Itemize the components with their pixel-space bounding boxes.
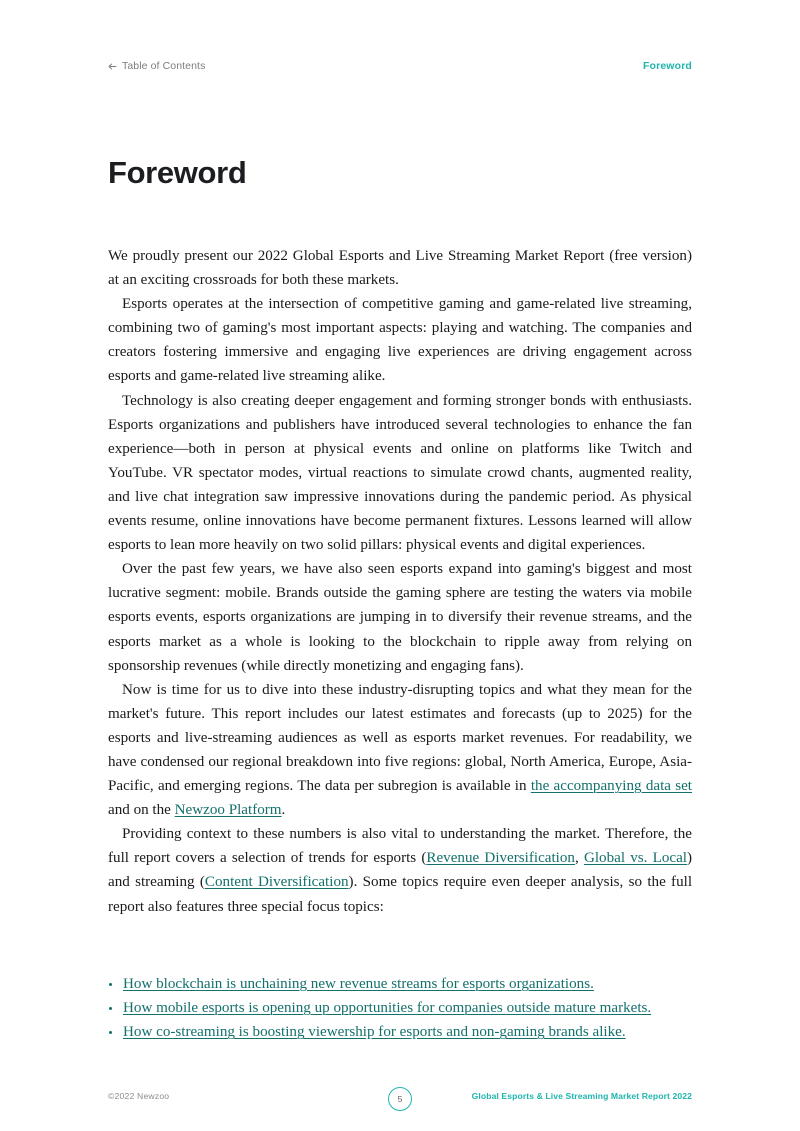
paragraph-3: Technology is also creating deeper engagement and forming stronger bonds with enthusiasts. Esports organizations and publishers have introduced several technologies to enhance the fan experience—both in person at physical events and online on platforms like Twitch and YouTube. VR spectator modes, virtual reactions to simulate crowd chants, augmented reality, and live chat integration saw impressive innovations during the pandemic period. As physical events resume, online innovations have become permanent fixtures. Lessons learned will allow esports to lean more heavily on two solid pillars: physical events and digital experiences. [108,392,692,554]
page-title: Foreword [108,155,247,190]
section-label: Foreword [642,59,692,72]
paragraph-5-text-c: . [281,802,286,819]
paragraph-1: We proudly present our 2022 Global Esports and Live Streaming Market Report (free version) at an exciting crossroads for both these markets. [108,248,692,289]
article-body [108,244,692,919]
paragraph-6-text-d: ). Some topics require even deeper analysis, so the full report also features three special focus topics: [108,874,693,915]
back-to-table-of-contents-link[interactable] [108,61,205,72]
back-link-label: Table of Contents [122,59,206,72]
newzoo-platform-link[interactable]: Newzoo Platform [174,802,282,819]
special-focus-topics-list [108,972,698,1045]
content-diversification-link[interactable]: Content Diversification [204,874,349,891]
accompanying-data-set-link[interactable]: the accompanying data set [530,778,693,795]
paragraph-6-text-b: , [574,850,584,867]
revenue-diversification-link[interactable]: Revenue Diversification [426,850,575,867]
paragraph-5 [108,678,692,823]
page-number-badge: 5 [388,1087,412,1111]
paragraph-6 [108,822,692,918]
focus-topic-blockchain-link[interactable]: How blockchain is unchaining new revenue streams for esports organizations. [123,976,594,992]
report-title-label: Global Esports & Live Streaming Market Report 2022 [471,1091,692,1101]
paragraph-6-text-c: ) and streaming ( [108,850,693,891]
focus-topic-mobile-esports-link[interactable]: How mobile esports is opening up opportunities for companies outside mature markets. [123,1000,652,1017]
paragraph-2: Esports operates at the intersection of competitive gaming and game-related live streaming, combining two of gaming's most important aspects: playing and watching. The companies and creators fostering immersive and engaging live experiences are driving engagement across esports and game-related live streaming alike. [108,296,692,385]
page-header [108,57,692,75]
global-vs-local-link[interactable]: Global vs. Local [583,850,687,867]
paragraph-5-text-a: Now is time for us to dive into these industry-disrupting topics and what they mean for the market's future. This report includes our latest estimates and forecasts (up to 2025) for the esports and live-streaming audiences as well as esports market revenues. For readability, we have condensed our regional breakdown into five regions: global, North America, Europe, Asia-Pacific, and emerging regions. The data per subregion is available in [108,681,692,795]
copyright-label: ©2022 Newzoo [108,1091,170,1101]
paragraph-6-text-a: Providing context to these numbers is also vital to understanding the market. Therefore, the full report covers a selection of trends for esports ( [108,826,692,867]
list-item [108,972,698,996]
paragraph-4: Over the past few years, we have also seen esports expand into gaming's biggest and most lucrative segment: mobile. Brands outside the gaming sphere are testing the waters via mobile esports events, esports organizations are jumping in to diversify their revenue streams, and the esports market as a whole is looking to the blockchain to ripple away from relying on sponsorship revenues (while directly monetizing and engaging fans). [108,561,692,674]
list-item [108,996,698,1020]
arrow-left-icon [108,62,117,71]
list-item [108,1020,698,1044]
page-footer [108,1089,692,1109]
paragraph-5-text-b: and on the [108,802,175,819]
focus-topic-co-streaming-link[interactable]: How co-streaming is boosting viewership for esports and non-gaming brands alike. [123,1024,626,1041]
